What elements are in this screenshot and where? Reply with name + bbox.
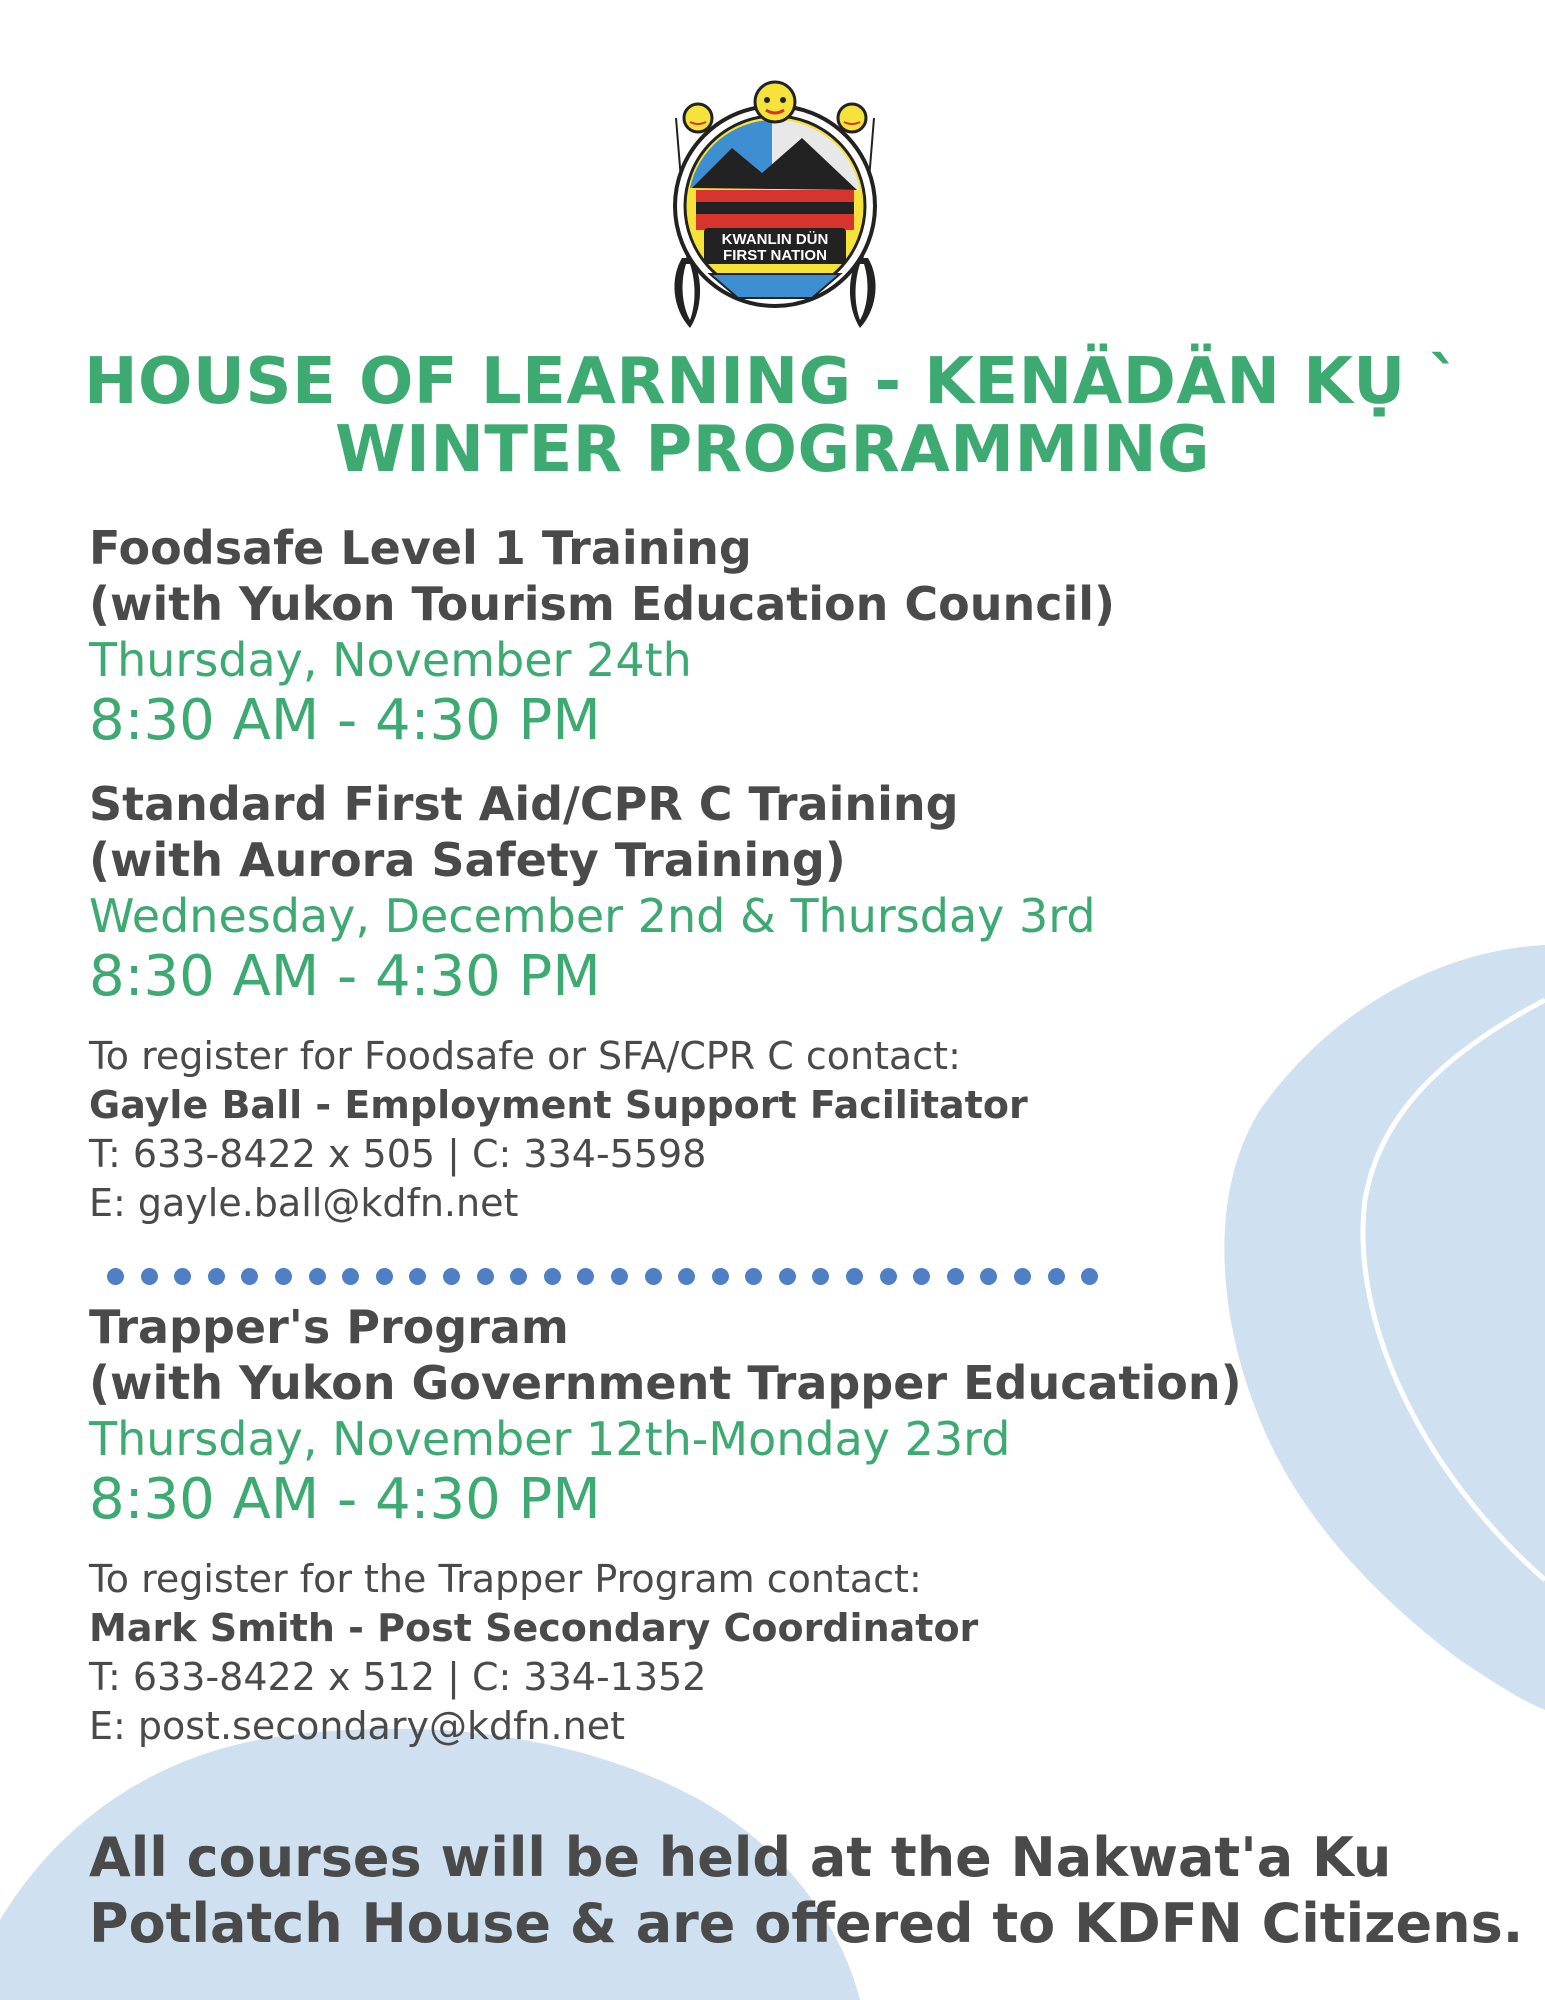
- divider-dot: [611, 1268, 628, 1285]
- course-time: 8:30 AM - 4:30 PM: [89, 688, 601, 753]
- divider-dot: [947, 1268, 964, 1285]
- mask-left-icon: [684, 104, 712, 132]
- divider-dot: [141, 1268, 158, 1285]
- divider-dot: [745, 1268, 762, 1285]
- divider-dot: [208, 1268, 225, 1285]
- course-partner: (with Yukon Tourism Education Council): [89, 577, 1116, 631]
- divider-dot: [645, 1268, 662, 1285]
- divider-dot: [779, 1268, 796, 1285]
- divider-dot: [409, 1268, 426, 1285]
- course-partner: (with Aurora Safety Training): [89, 833, 846, 887]
- divider-dot: [544, 1268, 561, 1285]
- course-name: Foodsafe Level 1 Training: [89, 521, 752, 575]
- divider-dot: [913, 1268, 930, 1285]
- course-date: Thursday, November 24th: [89, 633, 692, 687]
- course-name: Trapper's Program: [89, 1300, 569, 1354]
- divider-dot: [275, 1268, 292, 1285]
- divider-dot: [880, 1268, 897, 1285]
- contact-phone: T: 633-8422 x 512 | C: 334-1352: [89, 1655, 707, 1699]
- contact-gayle-ball: [89, 1032, 1369, 1228]
- course-trapper: [89, 1299, 1369, 1533]
- programs-list: [89, 520, 1369, 1751]
- divider-dot: [812, 1268, 829, 1285]
- title-line-1: HOUSE OF LEARNING - KENÄDÄN KỤ `: [83, 345, 1462, 419]
- divider-dot: [342, 1268, 359, 1285]
- mask-right-icon: [838, 104, 866, 132]
- title-line-2: WINTER PROGRAMMING: [334, 413, 1211, 487]
- contact-phone: T: 633-8422 x 505 | C: 334-5598: [89, 1132, 707, 1176]
- contact-email[interactable]: E: gayle.ball@kdfn.net: [89, 1181, 519, 1225]
- divider-dot: [678, 1268, 695, 1285]
- contact-email[interactable]: E: post.secondary@kdfn.net: [89, 1704, 625, 1748]
- divider-dot: [577, 1268, 594, 1285]
- contact-intro: To register for Foodsafe or SFA/CPR C contact:: [89, 1034, 961, 1078]
- course-time: 8:30 AM - 4:30 PM: [89, 1467, 601, 1532]
- course-first-aid: [89, 776, 1369, 1010]
- course-time: 8:30 AM - 4:30 PM: [89, 944, 601, 1009]
- logo-text-line2: FIRST NATION: [723, 247, 827, 264]
- divider-dot: [1048, 1268, 1065, 1285]
- course-foodsafe: [89, 520, 1369, 754]
- divider-dot: [846, 1268, 863, 1285]
- divider-dot: [107, 1268, 124, 1285]
- course-date: Wednesday, December 2nd & Thursday 3rd: [89, 889, 1096, 943]
- footer-note: [89, 1825, 1529, 1957]
- course-name: Standard First Aid/CPR C Training: [89, 777, 959, 831]
- contact-name: Mark Smith - Post Secondary Coordinator: [89, 1606, 979, 1650]
- divider-dot: [241, 1268, 258, 1285]
- mask-center-icon: [755, 82, 795, 122]
- divider-dot: [477, 1268, 494, 1285]
- course-date: Thursday, November 12th-Monday 23rd: [89, 1412, 1011, 1466]
- divider-dot: [980, 1268, 997, 1285]
- contact-name: Gayle Ball - Employment Support Facilitator: [89, 1083, 1028, 1127]
- divider-dot: [376, 1268, 393, 1285]
- page-title: [0, 345, 1545, 487]
- logo-text-line1: KWANLIN DÜN: [721, 231, 829, 248]
- divider-dot: [712, 1268, 729, 1285]
- divider-dot: [174, 1268, 191, 1285]
- divider-dot: [1014, 1268, 1031, 1285]
- contact-mark-smith: [89, 1555, 1369, 1751]
- divider-dot: [309, 1268, 326, 1285]
- divider-dot: [510, 1268, 527, 1285]
- footer-line-1: All courses will be held at the Nakwat'a Ku: [89, 1826, 1392, 1889]
- contact-intro: To register for the Trapper Program contact:: [89, 1557, 922, 1601]
- course-partner: (with Yukon Government Trapper Education): [89, 1356, 1242, 1410]
- footer-line-2: Potlatch House & are offered to KDFN Citizens.: [89, 1892, 1524, 1955]
- dotted-divider: [107, 1268, 1369, 1285]
- kwanlin-dun-logo: [662, 78, 888, 336]
- divider-dot: [443, 1268, 460, 1285]
- divider-dot: [1081, 1268, 1098, 1285]
